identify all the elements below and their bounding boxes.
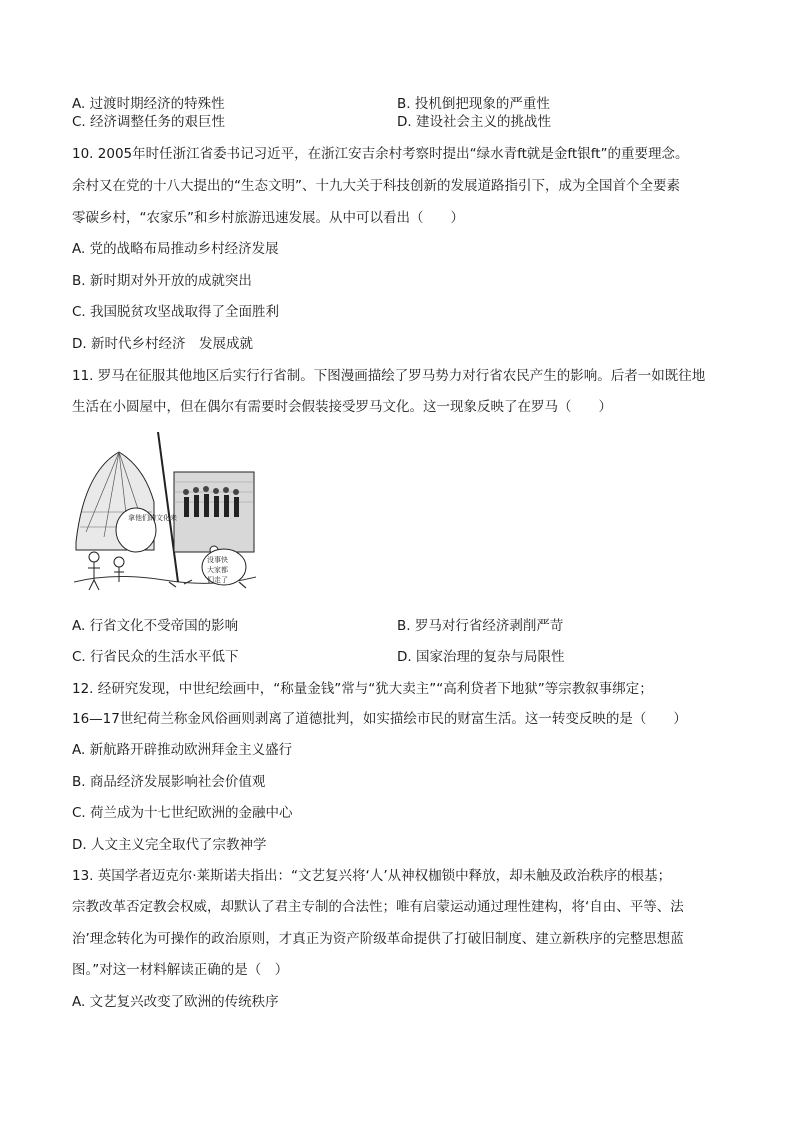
question-11-option-d: D. 国家治理的复杂与局限性 — [397, 649, 565, 665]
question-10-option-b: B. 新时期对外开放的成就突出 — [72, 273, 252, 289]
question-11-stem-line-1: 11. 罗马在征服其他地区后实行行省制。下图漫画描绘了罗马势力对行省农民产生的影响。后者一如既往地 — [72, 368, 706, 384]
question-11-stem-line-2: 生活在小圆屋中，但在偶尔有需要时会假装接受罗马文化。这一现象反映了在罗马（ ） — [72, 399, 612, 415]
question-11-option-a: A. 行省文化不受帝国的影响 — [72, 618, 239, 634]
question-13-stem-line-1: 13. 英国学者迈克尔·莱斯诺夫指出：“文艺复兴将‘人’从神权枷锁中释放，却未触及政治秩序的根基； — [72, 868, 672, 884]
question-12-option-c: C. 荷兰成为十七世纪欧洲的金融中心 — [72, 805, 293, 821]
question-12-option-d: D. 人文主义完全取代了宗教神学 — [72, 837, 267, 853]
question-12-stem-line-2: 16—17世纪荷兰称金风俗画则剥离了道德批判，如实描绘市民的财富生活。这一转变反映的是（ ） — [72, 711, 687, 727]
question-10-stem-line-2: 余村又在党的十八大提出的“生态文明”、十九大关于科技创新的发展道路指引下，成为全国首个全要素 — [72, 178, 680, 194]
question-11-option-c: C. 行省民众的生活水平低下 — [72, 649, 239, 665]
option-b: B. 投机倒把现象的严重性 — [397, 96, 550, 112]
question-13-stem-line-2: 宗教改革否定教会权威，却默认了君主专制的合法性；唯有启蒙运动通过理性建构，将‘自由、平等、法 — [72, 899, 684, 915]
cartoon-right-bubble-text-3: 们走了 — [207, 576, 228, 584]
cartoon-right-bubble-text-2: 大家都 — [207, 566, 228, 574]
question-10-option-d: D. 新时代乡村经济 发展成就 — [72, 336, 253, 352]
question-10-stem-line-3: 零碳乡村，“农家乐”和乡村旅游迅速发展。从中可以看出（ ） — [72, 210, 464, 226]
question-12-option-a: A. 新航路开辟推动欧洲拜金主义盛行 — [72, 742, 293, 758]
question-12-option-b: B. 商品经济发展影响社会价值观 — [72, 774, 266, 790]
option-a: A. 过渡时期经济的特殊性 — [72, 96, 225, 112]
cartoon-left-bubble-text: 拿他们的文化来 — [128, 514, 177, 522]
question-13-stem-line-3: 治’理念转化为可操作的政治原则，才真正为资产阶级革命提供了打破旧制度、建立新秩序的完整思想蓝 — [72, 931, 684, 947]
option-c: C. 经济调整任务的艰巨性 — [72, 114, 226, 130]
question-13-stem-line-4: 图。”对这一材料解读正确的是（ ） — [72, 962, 289, 978]
question-13-option-a: A. 文艺复兴改变了欧洲的传统秩序 — [72, 994, 279, 1010]
question-10-option-c: C. 我国脱贫攻坚战取得了全面胜利 — [72, 304, 280, 320]
cartoon-right-bubble-text-1: 没事快 — [207, 556, 228, 564]
question-10-option-a: A. 党的战略布局推动乡村经济发展 — [72, 241, 279, 257]
question-12-stem-line-1: 12. 经研究发现，中世纪绘画中，“称量金钱”常与“犹大卖主”“高利贷者下地狱”等宗教叙事绑定； — [72, 681, 653, 697]
question-11-option-b: B. 罗马对行省经济剥削严苛 — [397, 618, 564, 634]
option-d: D. 建设社会主义的挑战性 — [397, 114, 551, 130]
question-10-stem-line-1: 10. 2005年时任浙江省委书记习近平，在浙江安吉余村考察时提出“绿水青ft就是金ft银ft”的重要理念。 — [72, 146, 689, 162]
roman-province-cartoon — [74, 432, 256, 596]
